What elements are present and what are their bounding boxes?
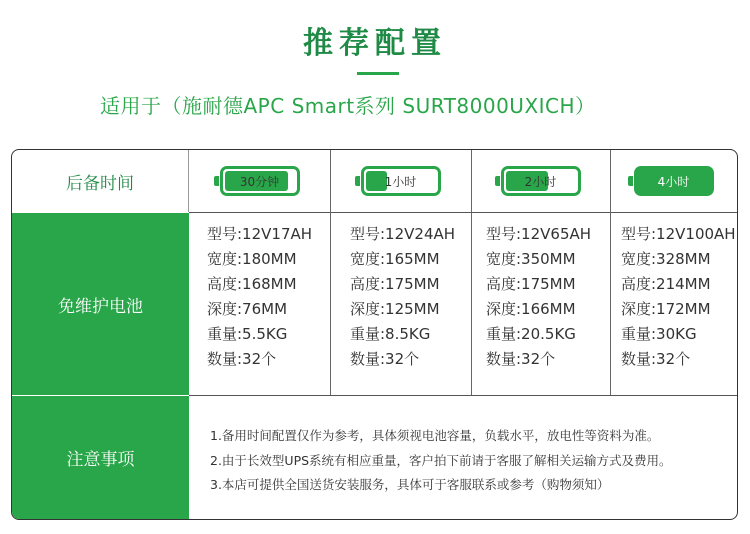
spec-model: 型号:12V24AH bbox=[350, 225, 456, 243]
backup-time-1h bbox=[330, 150, 471, 212]
backup-time-value: 1小时 bbox=[384, 174, 417, 189]
backup-time-value: 2小时 bbox=[524, 174, 557, 189]
spec-depth: 深度:76MM bbox=[207, 300, 288, 318]
spec-quantity: 数量:32个 bbox=[350, 350, 420, 368]
spec-width: 宽度:165MM bbox=[350, 250, 440, 268]
spec-quantity: 数量:32个 bbox=[621, 350, 691, 368]
spec-width: 宽度:328MM bbox=[621, 250, 711, 268]
spec-model: 型号:12V65AH bbox=[486, 225, 592, 243]
spec-column-4h bbox=[621, 222, 736, 372]
note-item: 1.备用时间配置仅作为参考，具体须视电池容量，负载水平，放电性等资料为准。 bbox=[210, 428, 660, 443]
spec-depth: 深度:172MM bbox=[621, 300, 711, 318]
battery-icon bbox=[501, 166, 581, 196]
spec-model: 型号:12V100AH bbox=[621, 225, 736, 243]
row-divider bbox=[189, 395, 737, 396]
notes-row-label: 注意事项 bbox=[12, 396, 189, 519]
spec-quantity: 数量:32个 bbox=[486, 350, 556, 368]
spec-width: 宽度:180MM bbox=[207, 250, 297, 268]
backup-time-value: 4小时 bbox=[657, 174, 690, 189]
spec-model: 型号:12V17AH bbox=[207, 225, 313, 243]
spec-depth: 深度:125MM bbox=[350, 300, 440, 318]
row-divider bbox=[189, 212, 737, 213]
spec-column-1h bbox=[350, 222, 455, 372]
spec-depth: 深度:166MM bbox=[486, 300, 576, 318]
spec-width: 宽度:350MM bbox=[486, 250, 576, 268]
spec-height: 高度:175MM bbox=[486, 275, 576, 293]
spec-weight: 重量:20.5KG bbox=[486, 325, 576, 343]
backup-time-30min bbox=[189, 150, 330, 212]
column-divider bbox=[330, 150, 331, 212]
column-divider bbox=[330, 212, 331, 395]
page-title: 推荐配置 bbox=[303, 26, 447, 61]
notes-list bbox=[210, 424, 672, 498]
spec-quantity: 数量:32个 bbox=[207, 350, 277, 368]
column-divider bbox=[610, 150, 611, 212]
spec-height: 高度:175MM bbox=[350, 275, 440, 293]
page-subtitle: 适用于（施耐德APC Smart系列 SURT8000UXICH） bbox=[100, 94, 596, 118]
spec-weight: 重量:5.5KG bbox=[207, 325, 288, 343]
battery-row-label: 免维护电池 bbox=[12, 213, 189, 395]
column-divider bbox=[610, 212, 611, 395]
battery-icon bbox=[634, 166, 714, 196]
backup-time-2h bbox=[471, 150, 610, 212]
spec-column-30min bbox=[207, 222, 312, 372]
column-divider bbox=[471, 212, 472, 395]
spec-height: 高度:214MM bbox=[621, 275, 711, 293]
spec-height: 高度:168MM bbox=[207, 275, 297, 293]
note-item: 3.本店可提供全国送货安装服务，具体可于客服联系或参考（购物须知） bbox=[210, 477, 610, 492]
backup-time-value: 30分钟 bbox=[239, 174, 280, 189]
spec-weight: 重量:8.5KG bbox=[350, 325, 431, 343]
backup-time-4h bbox=[610, 150, 737, 212]
config-table bbox=[11, 149, 738, 520]
note-item: 2.由于长效型UPS系统有相应重量，客户拍下前请于客服了解相关运输方式及费用。 bbox=[210, 452, 672, 468]
spec-weight: 重量:30KG bbox=[621, 325, 697, 343]
battery-icon bbox=[220, 166, 300, 196]
battery-icon bbox=[361, 166, 441, 196]
column-divider bbox=[471, 150, 472, 212]
spec-column-2h bbox=[486, 222, 591, 372]
title-underline bbox=[357, 72, 399, 75]
backup-time-label: 后备时间 bbox=[12, 150, 189, 212]
